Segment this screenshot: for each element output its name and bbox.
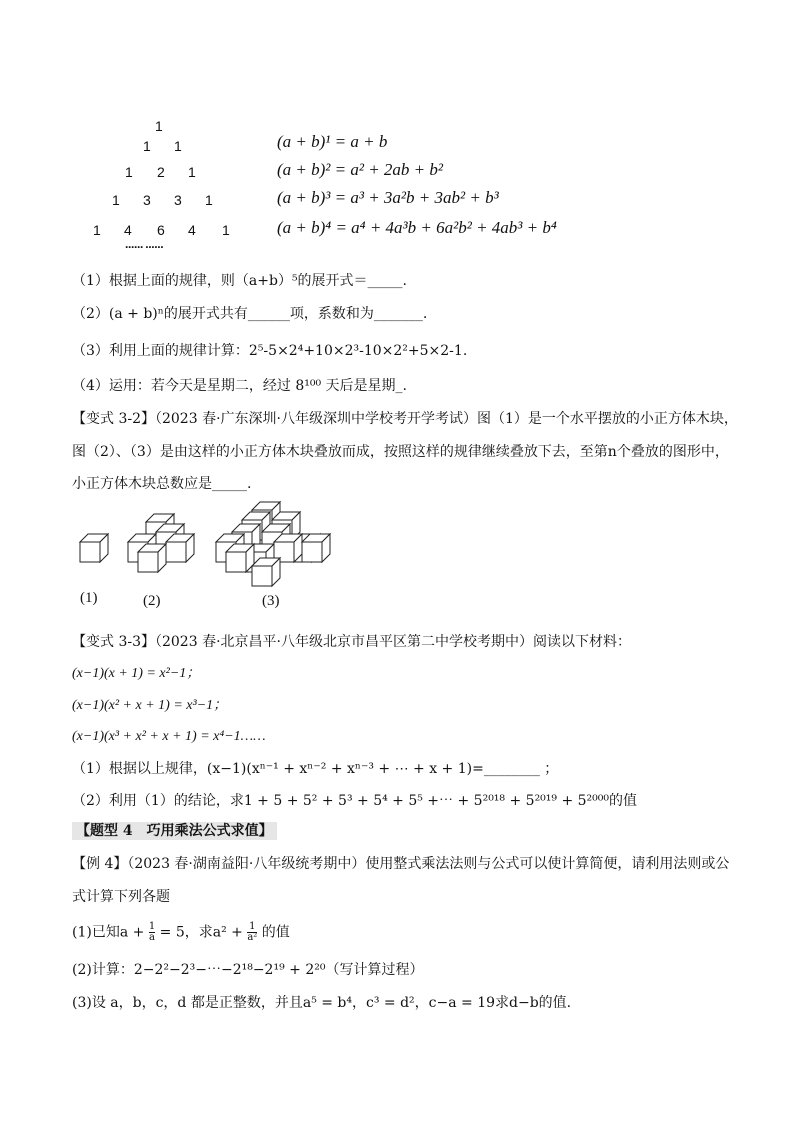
pascal-cell: 1 — [155, 118, 163, 134]
figure-caption-1: (1) — [80, 590, 98, 606]
pascal-cell: 1 — [174, 138, 182, 154]
cube-figure-1 — [80, 534, 108, 562]
question-2: （2）(a + b)ⁿ的展开式共有______项，系数和为_______. — [72, 306, 428, 322]
pascal-cell: 1 — [143, 138, 151, 154]
pascal-cell: 4 — [188, 222, 196, 238]
topic-4-heading: 【题型 4 巧用乘法公式求值】 — [72, 822, 277, 840]
expansion-3: (a + b)³ = a³ + 3a²b + 3ab² + b³ — [277, 188, 499, 207]
pascal-cell: 2 — [157, 164, 165, 180]
expansion-1: (a + b)¹ = a + b — [277, 132, 388, 151]
variant-3-3-question-1: （1）根据以上规律，(x−1)(xⁿ⁻¹ + xⁿ⁻² + xⁿ⁻³ + ⋯ + x + 1)=________ ； — [72, 761, 559, 777]
part-1-mid: = 5，求a² + — [159, 924, 243, 941]
pascal-cell: 4 — [124, 222, 132, 238]
pascal-cell: 6 — [157, 222, 165, 238]
example-4-line1: 【例 4】（2023 春·湖南益阳·八年级统考期中）使用整式乘法法则与公式可以使计算简便，请利用法则或公 — [72, 856, 730, 872]
variant-3-2-line1: 【变式 3-2】（2023 春·广东深圳·八年级深圳中学校考开学考试）图（1）是一个水平摆放的小正方体木块， — [72, 411, 738, 427]
frac-numerator: 1 — [148, 921, 156, 932]
pascal-cell: 1 — [93, 222, 101, 238]
question-1: （1）根据上面的规律，则（a+b）⁵的展开式＝_____. — [72, 273, 408, 289]
material-eq-3: (x−1)(x³ + x² + x + 1) = x⁴−1…… — [72, 729, 266, 744]
figure-caption-2: (2) — [143, 593, 161, 609]
pascal-cell: 1 — [125, 164, 133, 180]
pascal-cell: 1 — [112, 192, 120, 208]
variant-3-3-intro: 【变式 3-3】（2023 春·北京昌平·八年级北京市昌平区第二中学校考期中）阅读以下材料： — [72, 634, 631, 650]
question-3: （3）利用上面的规律计算：2⁵-5×2⁴+10×2³-10×2²+5×2-1. — [72, 343, 468, 359]
variant-3-2-line2: 图（2）、（3）是由这样的小正方体木块叠放而成，按照这样的规律继续叠放下去，至第n个叠放的图形中， — [72, 444, 729, 460]
pascal-cell: 1 — [222, 222, 230, 238]
example-4-part-1 — [72, 922, 290, 943]
frac-denominator: a — [149, 932, 155, 943]
pascal-ellipsis: ······ ······ — [125, 240, 164, 254]
expansion-2: (a + b)² = a² + 2ab + b² — [277, 160, 443, 179]
material-eq-1: (x−1)(x + 1) = x²−1； — [72, 666, 201, 681]
fraction-one-over-a-squared — [247, 922, 257, 943]
pascal-cell: 3 — [174, 192, 182, 208]
cube-figure-2 — [128, 514, 194, 572]
part-1-prefix: (1)已知a + — [72, 924, 145, 941]
cube-figure-3 — [216, 502, 330, 586]
pascal-cell: 1 — [188, 164, 196, 180]
material-eq-2: (x−1)(x² + x + 1) = x³−1； — [72, 698, 228, 713]
variant-3-3-question-2: （2）利用（1）的结论，求1 + 5 + 5² + 5³ + 5⁴ + 5⁵ +⋯ + 5²⁰¹⁸ + 5²⁰¹⁹ + 5²⁰⁰⁰的值 — [72, 793, 638, 809]
example-4-part-2: (2)计算：2−2²−2³−⋯−2¹⁸−2¹⁹ + 2²⁰（写计算过程） — [72, 962, 424, 978]
expansion-4: (a + b)⁴ = a⁴ + 4a³b + 6a²b² + 4ab³ + b⁴ — [277, 218, 557, 237]
variant-3-2-line3: 小正方体木块总数应是_____. — [72, 476, 252, 492]
frac-numerator: 1 — [249, 921, 256, 932]
example-4-line2: 式计算下列各题 — [72, 889, 170, 905]
part-1-suffix: 的值 — [261, 924, 290, 941]
figure-caption-3: (3) — [262, 593, 280, 609]
example-4-part-3: (3)设 a，b，c，d 都是正整数，并且a⁵ = b⁴，c³ = d²，c−a = 19求d−b的值. — [72, 995, 572, 1011]
cube-figures — [72, 500, 342, 590]
pascal-cell: 1 — [205, 192, 213, 208]
fraction-one-over-a — [149, 922, 155, 943]
frac-denominator: a² — [247, 932, 258, 943]
pascal-cell: 3 — [143, 192, 151, 208]
question-4: （4）运用：若今天是星期二，经过 8¹⁰⁰ 天后是星期_. — [72, 378, 408, 394]
